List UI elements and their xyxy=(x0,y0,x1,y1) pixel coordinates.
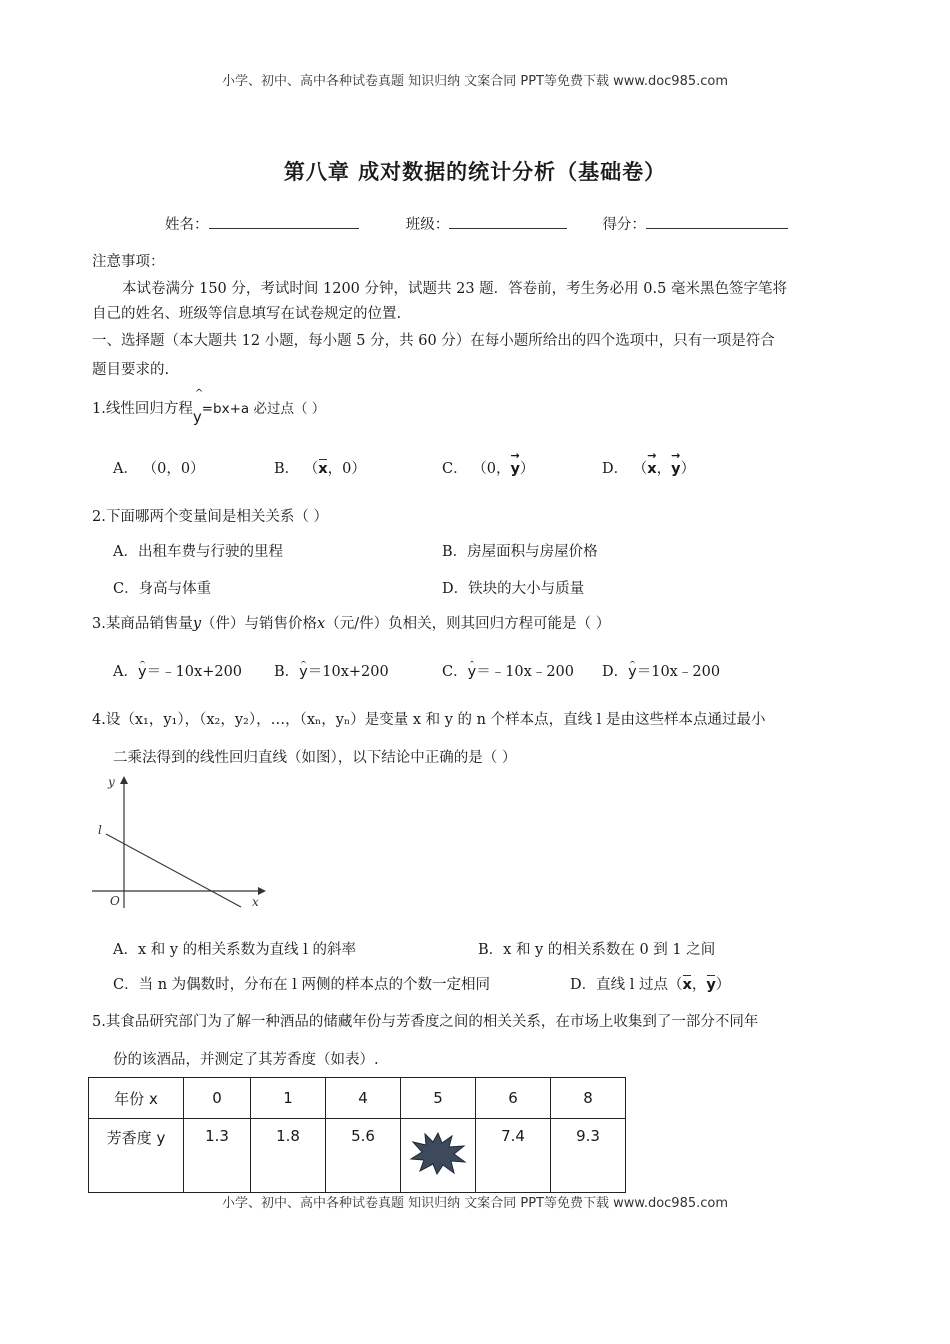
table-cell: 1.3 xyxy=(184,1119,251,1193)
question-4-option-a[interactable]: A．x 和 y 的相关系数为直线 l 的斜率 xyxy=(113,942,357,958)
question-3-option-d[interactable]: D．y＝10x﹣200 xyxy=(602,664,721,680)
question-1-option-b[interactable]: B． （x，0） xyxy=(274,461,366,477)
table-cell: 5 xyxy=(401,1078,476,1119)
question-4-option-b[interactable]: B．x 和 y 的相关系数在 0 到 1 之间 xyxy=(478,942,716,958)
wine-data-table xyxy=(88,1077,626,1193)
info-line xyxy=(165,213,788,234)
table-cell: 0 xyxy=(184,1078,251,1119)
question-2-option-d[interactable]: D．铁块的大小与质量 xyxy=(442,581,585,597)
y-axis-label: y xyxy=(108,775,115,789)
table-cell: 9.3 xyxy=(551,1119,626,1193)
y-axis-arrow-icon xyxy=(120,776,128,784)
table-cell: 4 xyxy=(326,1078,401,1119)
regression-line-graph xyxy=(86,770,266,912)
question-1-option-a[interactable]: A． （0，0） xyxy=(113,461,205,477)
y-hat-symbol: ^ y xyxy=(192,388,204,426)
table-row-label: 年份 x xyxy=(89,1078,184,1119)
table-cell: 5.6 xyxy=(326,1119,401,1193)
section1-line2: 题目要求的. xyxy=(92,362,170,378)
question-4-option-c[interactable]: C．当 n 为偶数时，分布在 l 两侧的样本点的个数一定相同 xyxy=(113,977,491,993)
table-row-label: 芳香度 y xyxy=(89,1119,184,1193)
question-1-option-d[interactable]: D． （→ x，→ y） xyxy=(602,457,695,478)
question-4-line2: 二乘法得到的线性回归直线（如图），以下结论中正确的是（ ） xyxy=(113,750,517,766)
table-cell-obscured xyxy=(401,1119,476,1193)
origin-label: O xyxy=(110,894,120,908)
page-footer: 小学、初中、高中各种试卷真题 知识归纳 文案合同 PPT等免费下载 www.doc985.com xyxy=(221,1196,729,1211)
ink-blot-icon xyxy=(408,1131,468,1175)
table-cell: 8 xyxy=(551,1078,626,1119)
section1-line1: 一、选择题（本大题共 12 小题，每小题 5 分，共 60 分）在每小题所给出的四个选项中，只有一项是符合 xyxy=(92,333,775,349)
question-2-option-c[interactable]: C．身高与体重 xyxy=(113,581,212,597)
question-3-stem: 3.某商品销售量y（件）与销售价格x（元/件）负相关，则其回归方程可能是（ ） xyxy=(92,616,611,632)
question-2-stem: 2.下面哪两个变量间是相关关系（ ） xyxy=(92,509,328,525)
name-blank[interactable] xyxy=(209,214,359,229)
page-header: 小学、初中、高中各种试卷真题 知识归纳 文案合同 PPT等免费下载 www.doc985.com xyxy=(221,74,729,89)
table-cell: 1.8 xyxy=(251,1119,326,1193)
class-blank[interactable] xyxy=(449,214,567,229)
class-label: 班级： xyxy=(405,217,450,233)
question-2-option-a[interactable]: A．出租车费与行驶的里程 xyxy=(113,544,283,560)
table-row xyxy=(89,1078,626,1119)
notice-line2: 自己的姓名、班级等信息填写在试卷规定的位置. xyxy=(92,306,402,322)
question-5-line1: 5.其食品研究部门为了解一种酒品的储藏年份与芳香度之间的相关关系，在市场上收集到了一部分不同年 xyxy=(92,1014,759,1030)
question-2-option-b[interactable]: B．房屋面积与房屋价格 xyxy=(442,544,598,560)
question-5-line2: 份的该酒品，并测定了其芳香度（如表）. xyxy=(113,1052,379,1068)
question-4-option-d[interactable]: D．直线 l 过点（x，y） xyxy=(570,977,731,993)
table-cell: 7.4 xyxy=(476,1119,551,1193)
question-4-line1: 4.设（x₁，y₁），（x₂，y₂），…，（xₙ，yₙ）是变量 x 和 y 的 n 个样本点，直线 l 是由这些样本点通过最小 xyxy=(92,712,766,728)
notice-line1: 本试卷满分 150 分，考试时间 1200 分钟，试题共 23 题．答卷前，考生务必用 0.5 毫米黑色签字笔将 xyxy=(122,281,787,297)
question-3-option-c[interactable]: C．y＝﹣10x﹣200 xyxy=(442,664,575,680)
table-cell: 1 xyxy=(251,1078,326,1119)
table-row xyxy=(89,1119,626,1193)
notice-heading: 注意事项： xyxy=(92,254,165,270)
name-label: 姓名： xyxy=(165,217,209,233)
score-label: 得分： xyxy=(602,217,646,233)
score-blank[interactable] xyxy=(646,214,788,229)
question-3-option-a[interactable]: A．y＝﹣10x+200 xyxy=(113,664,243,680)
table-cell: 6 xyxy=(476,1078,551,1119)
regression-line-l xyxy=(106,834,241,907)
x-axis-label: x xyxy=(252,895,259,909)
question-1-stem: 1.线性回归方程 ^ y=bx+a 必过点（ ） xyxy=(92,388,326,426)
question-3-option-b[interactable]: B．y＝10x+200 xyxy=(274,664,389,680)
line-label: l xyxy=(98,823,102,837)
page-title: 第八章 成对数据的统计分析（基础卷） xyxy=(283,160,667,184)
x-axis-arrow-icon xyxy=(258,887,266,895)
question-1-option-c[interactable]: C． （0，→ y） xyxy=(442,457,534,478)
